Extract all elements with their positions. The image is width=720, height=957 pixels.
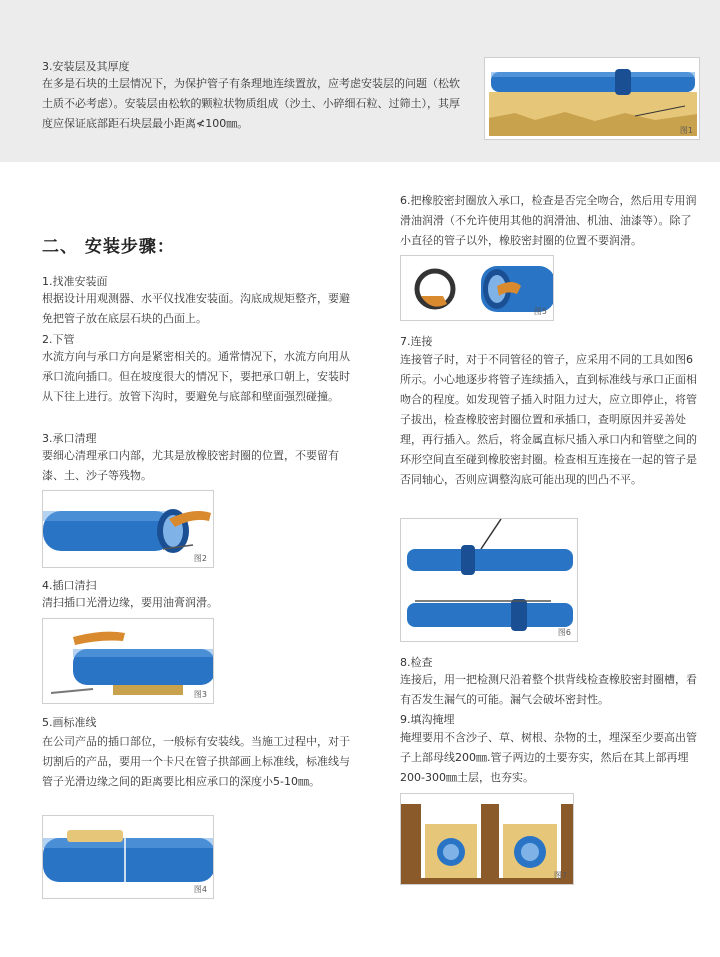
section3-body: 在多是石块的土层情况下，为保护管子有条理地连续置放，应考虑安装层的问题（松软土质不必考虑）。安装层由松软的颗粒状物质组成（沙土、小碎细石粒、过筛土），其厚度应保证底部距石块层最小距离≮100㎜。: [42, 77, 460, 130]
steps-heading: 二、 安装步骤：: [42, 237, 175, 257]
figure-5: [400, 255, 554, 321]
figure-3-illustration: [43, 619, 214, 704]
figure-2-caption: 图2: [193, 554, 207, 563]
figure-4-illustration: [43, 816, 214, 899]
step6-body: 6.把橡胶密封圈放入承口，检查是否完全吻合，然后用专用润滑油润滑（不允许使用其他的润滑油、机油、油漆等）。除了小直径的管子以外，橡胶密封圈的位置不要润滑。: [400, 194, 697, 247]
figure-2-illustration: [43, 491, 214, 568]
step1-body: 根据设计用观测器、水平仪找准安装面。沟底成规矩整齐，要避免把管子放在底层石块的凸面上。: [42, 292, 350, 325]
figure-7-caption: 图7: [553, 871, 567, 880]
figure-1: [484, 57, 700, 140]
figure-4: [42, 815, 214, 899]
step5-body: 在公司产品的插口部位，一般标有安装线。当施工过程中，对于切割后的产品，要用一个卡尺在管子拱部画上标准线，标准线与管子光滑边缘之间的距离要比相应承口的深度小5-10㎜。: [42, 735, 350, 788]
step8-title: 8.检查: [400, 656, 433, 669]
figure-2: [42, 490, 214, 568]
step9-body: 掩埋要用不含沙子、草、树根、杂物的土，埋深至少要高出管子上部母线200㎜.管子两边的土要夯实，然后在其上部再埋200-300㎜土层，也夯实。: [400, 731, 697, 784]
figure-6: [400, 518, 578, 642]
step5-title: 5.画标准线: [42, 716, 97, 729]
step9-title: 9.填沟掩埋: [400, 713, 455, 726]
figure-6-illustration: [401, 519, 578, 642]
figure-7: [400, 793, 574, 885]
section3-title: 3.安装层及其厚度: [42, 60, 130, 73]
figure-5-caption: 图5: [533, 307, 547, 316]
figure-1-caption: 图1: [679, 126, 693, 135]
step4-title: 4.插口清扫: [42, 579, 97, 592]
figure-7-illustration: [401, 794, 574, 885]
step3-title: 3.承口清理: [42, 432, 97, 445]
step2-body: 水流方向与承口方向是紧密相关的。通常情况下，水流方向用从承口流向插口。但在坡度很大的情况下，要把承口朝上，安装时从下往上进行。放管下沟时，要避免与底部和壁面强烈碰撞。: [42, 350, 350, 403]
figure-1-illustration: [485, 58, 700, 140]
figure-5-illustration: [401, 256, 554, 321]
figure-3-caption: 图3: [193, 690, 207, 699]
step3-body: 要细心清理承口内部，尤其是放橡胶密封圈的位置，不要留有漆、土、沙子等残物。: [42, 449, 339, 482]
step7-title: 7.连接: [400, 335, 433, 348]
step4-body: 清扫插口光滑边缘，要用油膏润滑。: [42, 596, 218, 609]
figure-4-caption: 图4: [193, 885, 207, 894]
figure-6-caption: 图6: [557, 628, 571, 637]
step8-body: 连接后，用一把检测尺沿着整个拱背线检查橡胶密封圈槽，看有否发生漏气的可能。漏气会破坏密封性。: [400, 673, 697, 706]
step2-title: 2.下管: [42, 333, 75, 346]
step7-body: 连接管子时，对于不同管径的管子，应采用不同的工具如图6所示。小心地逐步将管子连续插入，直到标准线与承口正面相吻合的程度。如发现管子插入时阻力过大，应立即停止，将管子拔出，检查橡胶密封圈位置和承插口，查明原因并妥善处理，再行插入。然后，将金属直标尺插入承口内和管壁之间的环形空间直至碰到橡胶密封圈。检查相互连接在一起的管子是否同轴心，否则应调整沟底可能出现的凹凸不平。: [400, 353, 697, 486]
step1-title: 1.找准安装面: [42, 275, 108, 288]
figure-3: [42, 618, 214, 704]
